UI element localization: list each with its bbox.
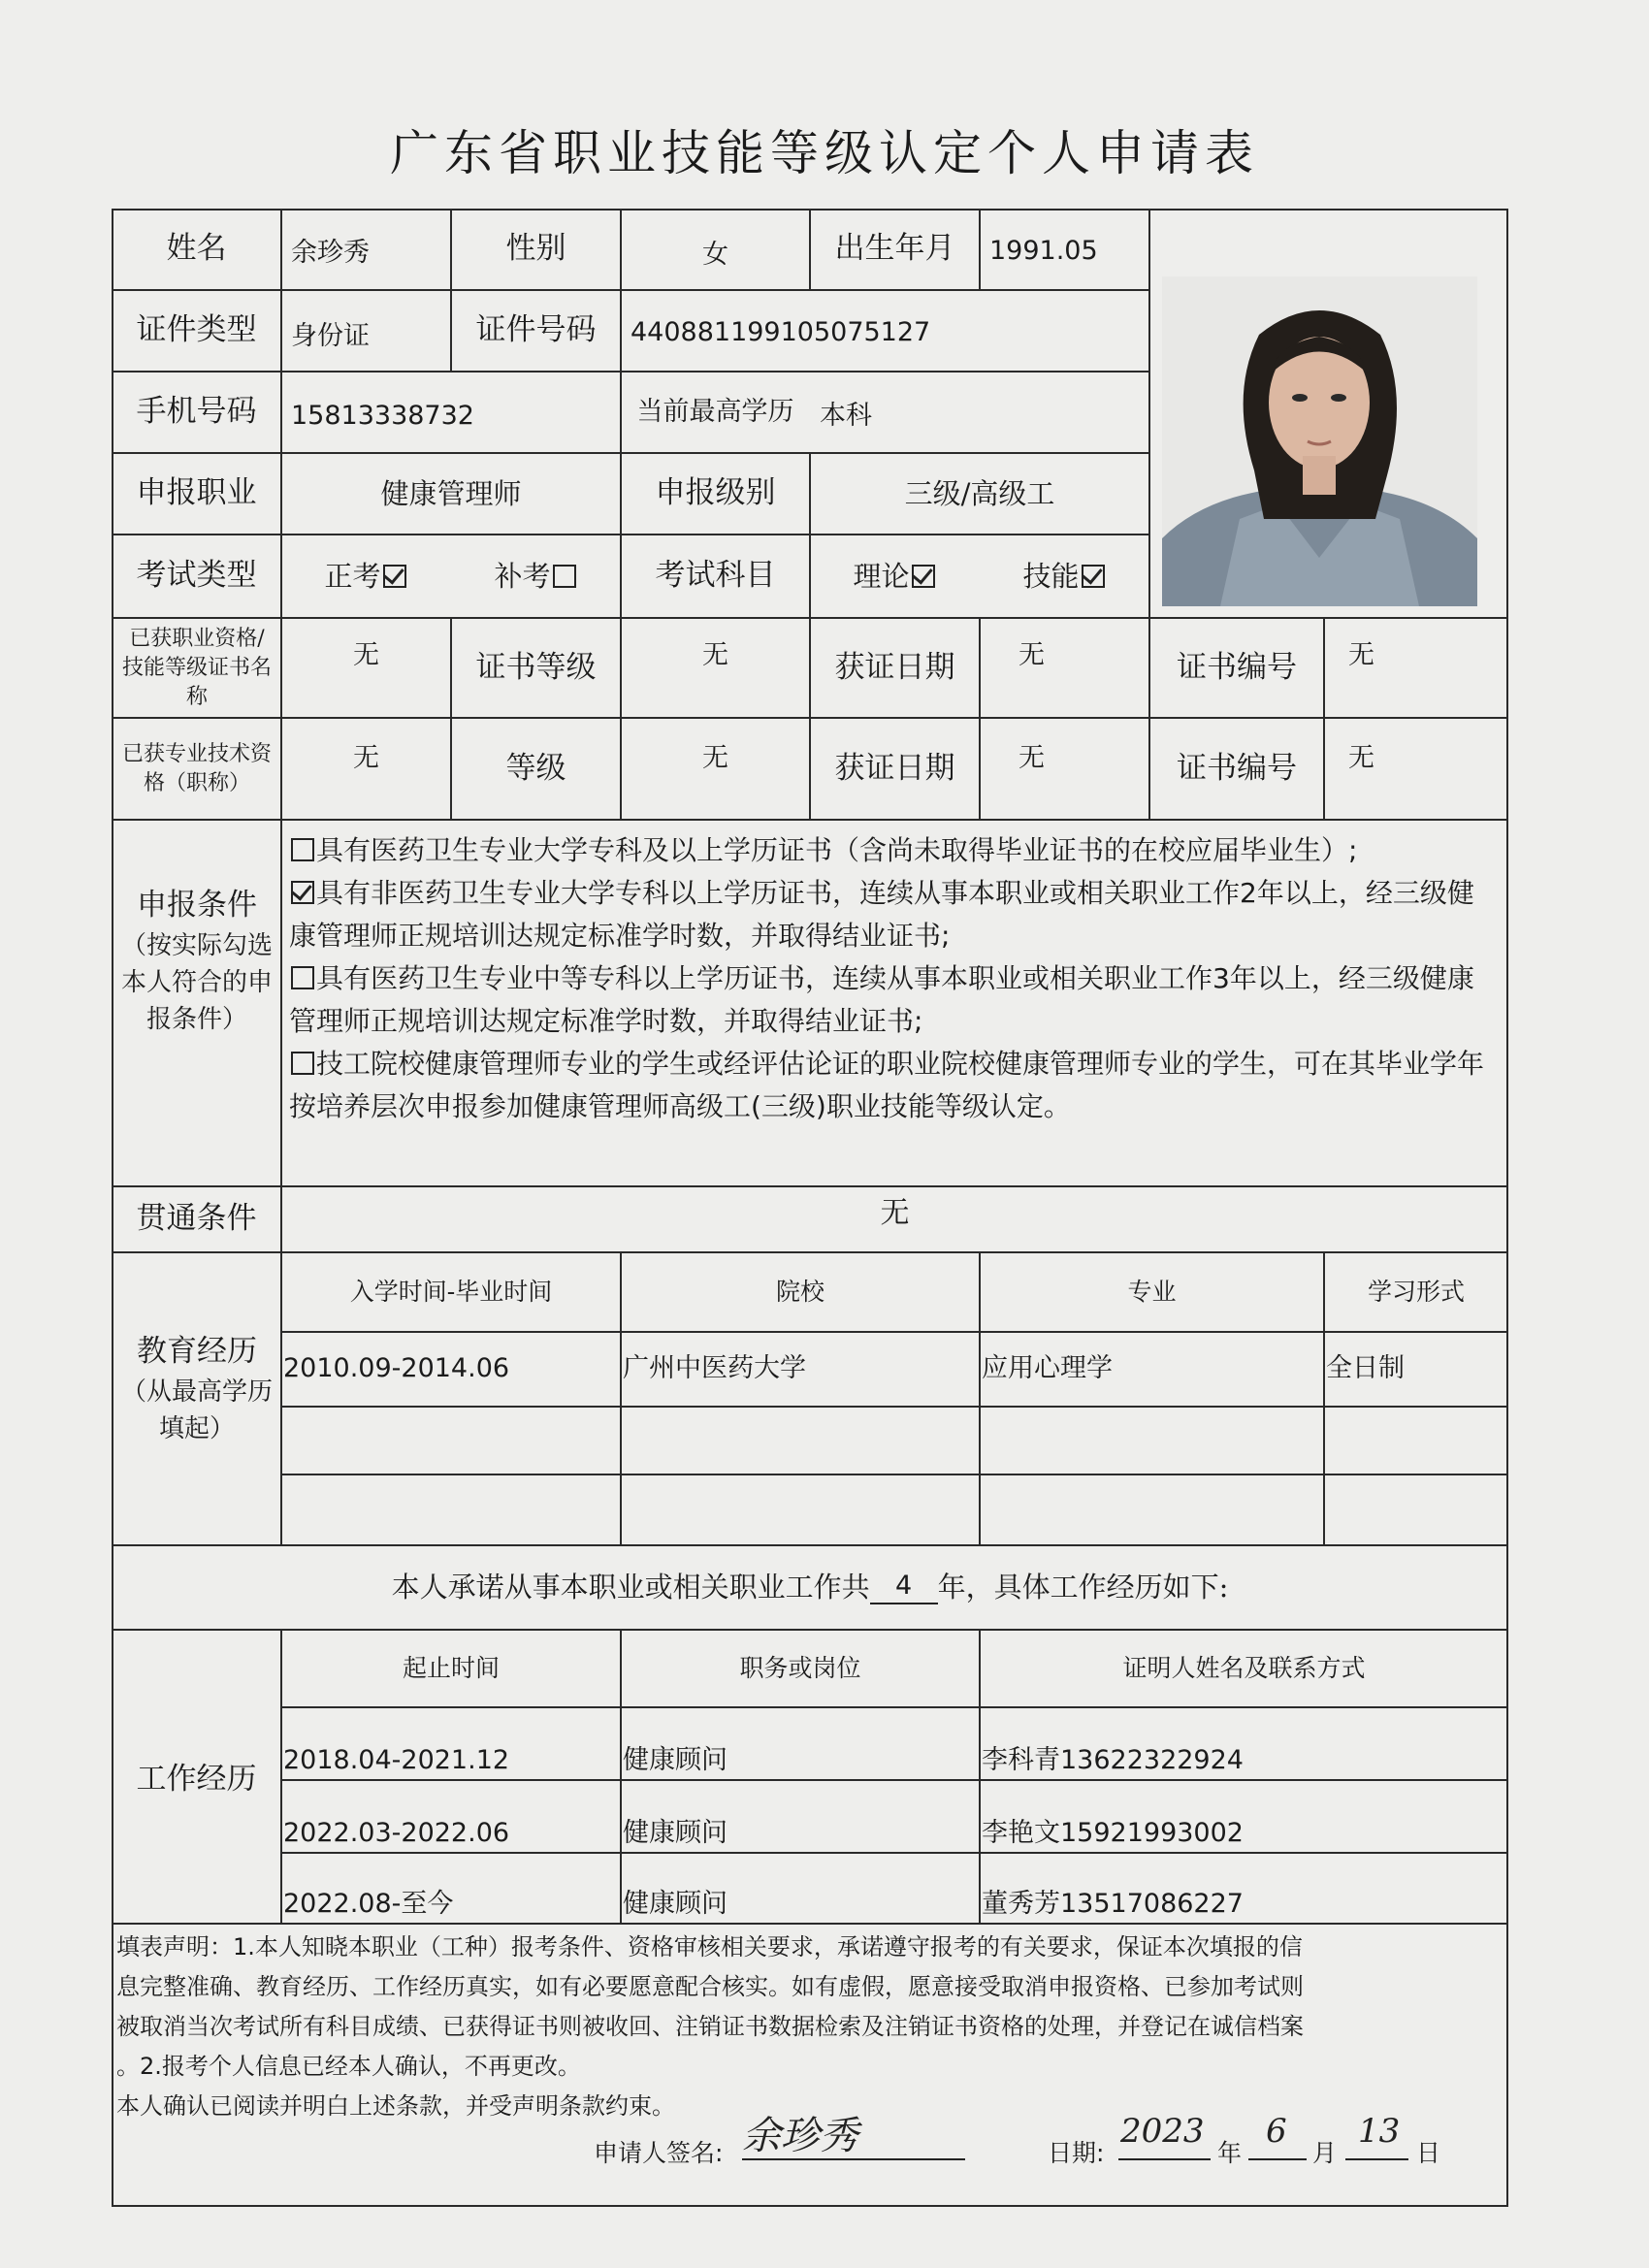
work-row-reference: 董秀芳13517086227 <box>982 1888 1244 1919</box>
birth-value: 1991.05 <box>989 235 1098 266</box>
name-value: 余珍秀 <box>291 237 370 268</box>
date-label: 日期: <box>1048 2139 1105 2167</box>
work-header-period: 起止时间 <box>402 1654 500 1682</box>
conditions-label-block <box>119 888 275 1111</box>
edu-header-major: 专业 <box>1127 1278 1177 1306</box>
work-label: 工作经历 <box>136 1762 257 1798</box>
declaration-line: 填表声明：1.本人知晓本职业（工种）报考条件、资格审核相关要求，承诺遵守报考的有关要求，保证本次填报的信 <box>116 1933 1303 1960</box>
exam-type-makeup[interactable] <box>451 535 621 618</box>
edu-header-period: 入学时间-毕业时间 <box>349 1278 553 1306</box>
exam-subject-skill-label: 技能 <box>1022 559 1080 593</box>
exam-type-regular-label: 正考 <box>324 559 381 593</box>
job-value: 健康管理师 <box>380 476 522 510</box>
edu-row-school: 广州中医药大学 <box>623 1353 806 1384</box>
level-label: 申报级别 <box>655 475 776 511</box>
exam-type-makeup-checkbox[interactable] <box>553 565 576 588</box>
work-row-position: 健康顾问 <box>623 1817 728 1848</box>
condition-text: 具有医药卫生专业中等专科以上学历证书，连续从事本职业或相关职业工作3年以上，经三级健康管理师正规培训达规定标准学时数，并取得结业证书; <box>289 962 1474 1037</box>
condition-item[interactable] <box>289 872 1497 957</box>
job-label: 申报职业 <box>136 475 257 511</box>
qual2-no: 无 <box>1348 743 1374 774</box>
qual2-date: 无 <box>1018 743 1045 774</box>
qual1-no: 无 <box>1348 640 1374 671</box>
date-year-unit: 年 <box>1217 2139 1243 2167</box>
condition-text: 具有非医药卫生专业大学专科以上学历证书，连续从事本职业或相关职业工作2年以上，经三级健康管理师正规培训达规定标准学时数，并取得结业证书; <box>289 877 1474 952</box>
qual1-grade-label: 证书等级 <box>475 649 597 685</box>
education-sublabel: （从最高学历填起） <box>120 1377 273 1444</box>
exam-subject-theory-checkbox[interactable] <box>912 565 935 588</box>
edu-header-school: 院校 <box>775 1278 824 1306</box>
through-label: 贯通条件 <box>136 1201 257 1237</box>
exam-subject-label: 考试科目 <box>655 558 776 594</box>
phone-value: 15813338732 <box>291 400 474 431</box>
work-row-reference: 李艳文15921993002 <box>982 1817 1244 1848</box>
edu-row-major: 应用心理学 <box>982 1353 1113 1384</box>
through-value: 无 <box>880 1196 910 1230</box>
qual1-no-label: 证书编号 <box>1177 649 1297 685</box>
exam-subject-theory-label: 理论 <box>853 559 910 593</box>
conditions-sublabel: （按实际勾选本人符合的申报条件） <box>120 931 273 1035</box>
signature-handwriting: 余珍秀 <box>742 2114 858 2158</box>
edu-row-period: 2010.09-2014.06 <box>283 1353 510 1384</box>
condition-item[interactable] <box>289 1043 1497 1128</box>
declaration-line: 。2.报考个人信息已经本人确认，不再更改。 <box>116 2053 581 2080</box>
declaration <box>116 1928 1499 2126</box>
application-form <box>112 209 1508 2207</box>
work-row-position: 健康顾问 <box>623 1744 728 1775</box>
date-day-unit: 日 <box>1416 2139 1441 2167</box>
date-month-underline <box>1248 2158 1307 2160</box>
signature-underline <box>742 2158 965 2160</box>
id-no-label: 证件号码 <box>475 312 597 348</box>
conditions-label: 申报条件 <box>137 888 257 923</box>
promise-years: 4 <box>870 1571 938 1604</box>
work-header-reference: 证明人姓名及联系方式 <box>1122 1654 1366 1682</box>
work-row-period: 2018.04-2021.12 <box>283 1744 510 1775</box>
qual2-grade: 无 <box>702 743 728 774</box>
qual1-date-label: 获证日期 <box>834 649 955 685</box>
date-month-unit: 月 <box>1312 2139 1338 2167</box>
work-row-period: 2022.08-至今 <box>283 1888 454 1919</box>
education-label: 教育经历 <box>137 1334 257 1369</box>
gender-value: 女 <box>702 239 728 270</box>
qual2-no-label: 证书编号 <box>1177 750 1297 786</box>
edu-label: 当前最高学历 <box>636 396 794 427</box>
exam-subject-skill-checkbox[interactable] <box>1082 565 1105 588</box>
qual1-date: 无 <box>1018 640 1045 671</box>
exam-type-regular-checkbox[interactable] <box>383 565 406 588</box>
id-type-label: 证件类型 <box>136 312 257 348</box>
condition-text: 技工院校健康管理师专业的学生或经评估论证的职业院校健康管理师专业的学生，可在其毕业学年按培养层次申报参加健康管理师高级工(三级)职业技能等级认定。 <box>289 1048 1485 1122</box>
edu-value: 本科 <box>820 400 872 431</box>
condition-item[interactable] <box>289 957 1497 1043</box>
condition-text: 具有医药卫生专业大学专科及以上学历证书（含尚未取得毕业证书的在校应届毕业生）; <box>316 834 1358 866</box>
work-row-reference: 李科青13622322924 <box>982 1744 1244 1775</box>
condition-checkbox[interactable] <box>291 838 314 861</box>
date-day-underline <box>1345 2158 1408 2160</box>
date-year: 2023 <box>1120 2112 1205 2151</box>
qual1-label: 已获职业资格/技能等级证书名称 <box>121 626 272 709</box>
qual2-grade-label: 等级 <box>505 750 566 786</box>
date-day: 13 <box>1358 2112 1401 2151</box>
level-value: 三级/高级工 <box>904 476 1055 510</box>
promise-line <box>112 1545 1508 1630</box>
applicant-photo <box>1162 276 1477 606</box>
phone-label: 手机号码 <box>136 394 257 430</box>
work-header-position: 职务或岗位 <box>739 1654 861 1682</box>
declaration-line: 被取消当次考试所有科目成绩、已获得证书则被收回、注销证书数据检索及注销证书资格的处理，并登记在诚信档案 <box>116 2013 1304 2040</box>
work-row-period: 2022.03-2022.06 <box>283 1817 510 1848</box>
id-type-value: 身份证 <box>291 320 370 351</box>
gender-label: 性别 <box>505 231 566 267</box>
edu-header-mode: 学习形式 <box>1367 1278 1465 1306</box>
qual2-name: 无 <box>353 743 379 774</box>
page-title: 广东省职业技能等级认定个人申请表 <box>390 125 1259 181</box>
education-label-block <box>119 1334 275 1479</box>
qual1-grade: 无 <box>702 640 728 671</box>
promise-pre: 本人承诺从事本职业或相关职业工作共 <box>391 1571 870 1604</box>
exam-type-label: 考试类型 <box>136 558 257 594</box>
declaration-line: 本人确认已阅读并明白上述条款，并受声明条款约束。 <box>116 2092 675 2120</box>
condition-item[interactable] <box>289 829 1497 872</box>
birth-label: 出生年月 <box>834 231 955 267</box>
condition-checkbox[interactable] <box>291 881 314 904</box>
signature-label: 申请人签名: <box>594 2139 724 2167</box>
date-year-underline <box>1118 2158 1211 2160</box>
promise-post: 年，具体工作经历如下: <box>937 1571 1229 1604</box>
id-no-value: 440881199105075127 <box>630 316 931 347</box>
work-row-position: 健康顾问 <box>623 1888 728 1919</box>
conditions-list <box>289 829 1497 1128</box>
qual1-name: 无 <box>353 640 379 671</box>
exam-subject-theory[interactable] <box>810 535 980 618</box>
date-month: 6 <box>1266 2112 1287 2151</box>
condition-checkbox[interactable] <box>291 1052 314 1075</box>
name-label: 姓名 <box>166 231 227 267</box>
qual2-label: 已获专业技术资格（职称） <box>121 741 272 795</box>
qual2-date-label: 获证日期 <box>834 750 955 786</box>
condition-checkbox[interactable] <box>291 966 314 989</box>
edu-row-mode: 全日制 <box>1326 1353 1405 1384</box>
exam-type-makeup-label: 补考 <box>494 559 551 593</box>
declaration-line: 息完整准确、教育经历、工作经历真实，如有必要愿意配合核实。如有虚假，愿意接受取消申报资格、已参加考试则 <box>116 1973 1304 2000</box>
